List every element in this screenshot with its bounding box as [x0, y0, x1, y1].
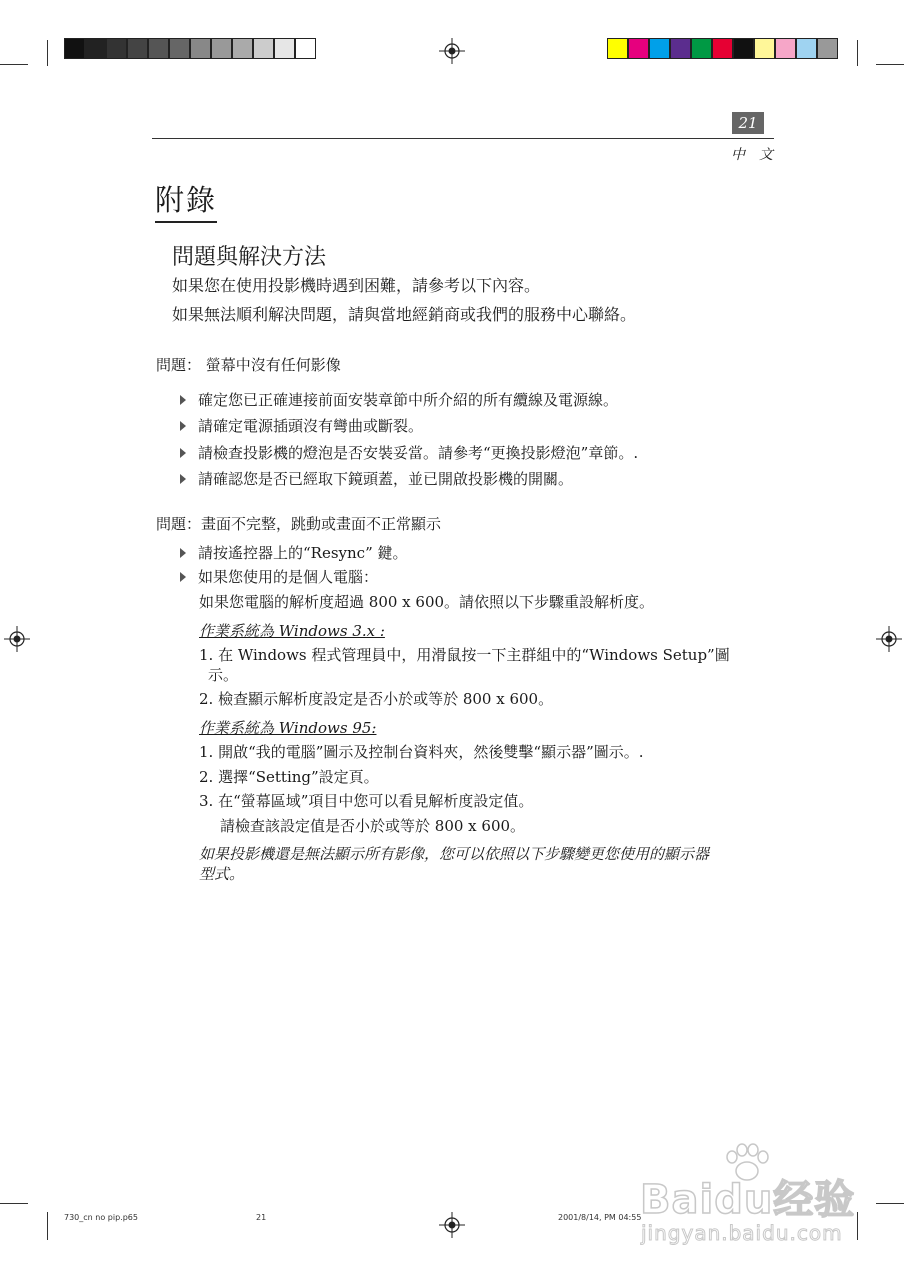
grayscale-swatch-7: [190, 38, 211, 59]
grayscale-swatch-2: [85, 38, 106, 59]
footer-filename: 730_cn no pip.p65: [64, 1213, 138, 1222]
header-divider: [152, 138, 774, 139]
intro-line-1: 如果您在使用投影機時遇到困難，請參考以下內容。: [172, 276, 541, 295]
problem-1-title: 問題： 螢幕中沒有任何影像: [156, 356, 341, 374]
color-swatch-5: [691, 38, 712, 59]
intro-line-2: 如果無法順利解決問題，請與當地經銷商或我們的服務中心聯絡。: [172, 305, 637, 324]
grayscale-swatch-3: [106, 38, 127, 59]
bullet-triangle-icon: [180, 474, 186, 484]
win95-step-2: 2. 選擇“Setting”設定頁。: [199, 768, 379, 786]
win3-step-2: 2. 檢查顯示解析度設定是否小於或等於 800 x 600。: [199, 690, 554, 708]
footer-page: 21: [256, 1213, 267, 1222]
win95-step-3: 3. 在“螢幕區域”項目中您可以看見解析度設定值。: [199, 792, 534, 810]
grayscale-swatch-6: [169, 38, 190, 59]
bullet-triangle-icon: [180, 572, 186, 582]
grayscale-swatch-9: [232, 38, 253, 59]
language-label: 中文: [731, 147, 787, 163]
registration-mark-bottom-icon: [439, 1212, 465, 1238]
color-swatch-8: [754, 38, 775, 59]
registration-mark-right-icon: [876, 626, 902, 652]
bullet-triangle-icon: [180, 395, 186, 405]
color-swatch-3: [649, 38, 670, 59]
grayscale-bar: [64, 38, 316, 59]
win3-heading: 作業系統為 Windows 3.x :: [199, 622, 385, 640]
closing-line-1: 如果投影機還是無法顯示所有影像，您可以依照以下步驟變更您使用的顯示器: [199, 845, 710, 863]
grayscale-swatch-8: [211, 38, 232, 59]
problem-1-bullet-3: 請檢查投影機的燈泡是否安裝妥當。請參考“更換投影燈泡”章節。.: [180, 442, 638, 463]
watermark-brand: Baidu经验: [640, 1177, 856, 1223]
color-swatch-2: [628, 38, 649, 59]
grayscale-swatch-12: [295, 38, 316, 59]
win95-heading: 作業系統為 Windows 95:: [199, 719, 377, 737]
problem-1-bullet-1: 確定您已正確連接前面安裝章節中所介紹的所有纜線及電源線。: [180, 389, 618, 410]
grayscale-swatch-4: [127, 38, 148, 59]
grayscale-swatch-10: [253, 38, 274, 59]
win95-step-1: 1. 開啟“我的電腦”圖示及控制台資料夾，然後雙擊“顯示器”圖示。.: [199, 743, 644, 761]
win95-step-3-cont: 請檢查該設定值是否小於或等於 800 x 600。: [220, 817, 526, 835]
color-swatch-10: [796, 38, 817, 59]
bullet-triangle-icon: [180, 421, 186, 431]
win3-step-1-cont: 示。: [208, 666, 239, 684]
bullet-triangle-icon: [180, 548, 186, 558]
page-number-badge: 21: [732, 112, 764, 134]
problem-2-title: 問題：畫面不完整，跳動或畫面不正常顯示: [156, 515, 442, 533]
problem-2-bullet-1: 請按遙控器上的“Resync” 鍵。: [180, 542, 408, 563]
color-swatch-7: [733, 38, 754, 59]
grayscale-swatch-5: [148, 38, 169, 59]
color-swatch-6: [712, 38, 733, 59]
page-title: 附錄: [155, 178, 217, 223]
color-swatch-4: [670, 38, 691, 59]
problem-2-bullet-2: 如果您使用的是個人電腦：: [180, 566, 378, 587]
footer-timestamp: 2001/8/14, PM 04:55: [558, 1213, 642, 1222]
color-swatch-9: [775, 38, 796, 59]
color-bar: [607, 38, 838, 59]
color-swatch-11: [817, 38, 838, 59]
grayscale-swatch-11: [274, 38, 295, 59]
pc-resolution-note: 如果您電腦的解析度超過 800 x 600。請依照以下步驟重設解析度。: [199, 593, 655, 611]
section-heading: 問題與解決方法: [172, 245, 327, 270]
grayscale-swatch-1: [64, 38, 85, 59]
closing-line-2: 型式。: [199, 865, 245, 883]
problem-1-bullet-4: 請確認您是否已經取下鏡頭蓋，並已開啟投影機的開關。: [180, 468, 573, 489]
bullet-triangle-icon: [180, 448, 186, 458]
problem-1-bullet-2: 請確定電源插頭沒有彎曲或斷裂。: [180, 415, 423, 436]
watermark-url: jingyan.baidu.com: [641, 1221, 843, 1245]
win3-step-1: 1. 在 Windows 程式管理員中，用滑鼠按一下主群組中的“Windows Setup”圖: [199, 646, 730, 664]
color-swatch-1: [607, 38, 628, 59]
registration-mark-left-icon: [4, 626, 30, 652]
registration-mark-top-icon: [439, 38, 465, 64]
